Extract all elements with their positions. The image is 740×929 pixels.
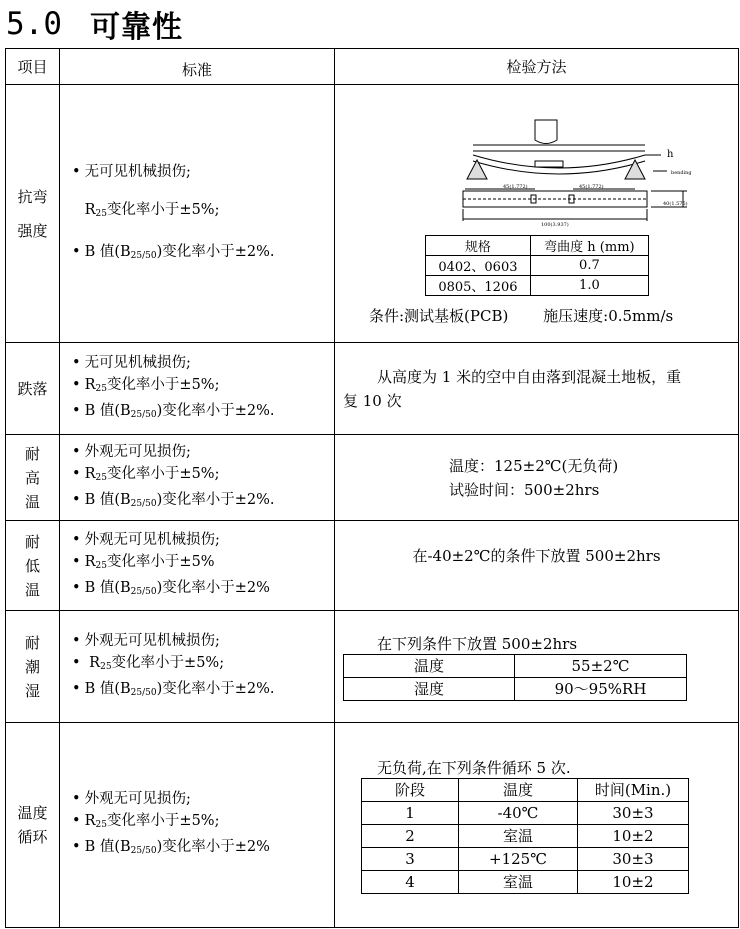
row-humidity [6,611,739,723]
header-item: 项目 [6,49,60,85]
header-method: 检验方法 [335,49,739,85]
row-high-temp [6,435,739,521]
row-drop [6,343,739,435]
standard-bend: • 无可见机械损伤; $R_{25}$变化率小于±5%; • B 值$(B_{25/50})$变化率小于±2%. [60,85,335,343]
method-high-temp: 温度：125±2℃(无负荷) 试验时间：500±2hrs [335,435,739,521]
humidity-condition-table: 温度 55±2℃ 湿度 90～95%RH [343,654,687,701]
cycle-table: 阶段 温度 时间(Min.) 1 -40℃ 30±3 2 室温 10±2 3 +125℃ 30±3 4 室温 10±2 [361,778,689,894]
standard-humidity: • 外观无可见机械损伤; • $R_{25}$变化率小于±5%; • B 值$(B_{25/50})$变化率小于±2%. [60,611,335,723]
row-cycle [6,723,739,928]
row-low-temp [6,521,739,611]
diagram-dim4: 40(1.575) [663,201,688,207]
row-bend [6,85,739,343]
standard-drop: • 无可见机械损伤; • $R_{25}$变化率小于±5%; • B 值$(B_{25/50})$变化率小于±2%. [60,343,335,435]
item-cycle: 温度 循环 [6,723,60,928]
item-humidity: 耐 潮 湿 [6,611,60,723]
section-title [6,2,183,46]
method-cycle: 无负荷,在下列条件循环 5 次. 阶段 温度 时间(Min.) 1 -40℃ 30±3 2 室温 10±2 3 +125℃ 30±3 4 室温 10±2 [335,723,739,928]
diagram-dim3: 100(3.937) [541,222,569,228]
standard-low-temp: • 外观无可见机械损伤; • $R_{25}$变化率小于±5% • B 值$(B_{25/50})$变化率小于±2% [60,521,335,611]
item-low-temp: 耐 低 温 [6,521,60,611]
bend-speed: 施压速度:0.5mm/s [543,307,674,325]
method-drop: 从高度为 1 米的空中自由落到混凝土地板，重 复 10 次 [335,343,739,435]
diagram-bending-label: bending [671,170,692,176]
bend-spec-table: 规格 弯曲度 h (mm) 0402、0603 0.7 0805、1206 1.0 [425,235,649,296]
bend-test-diagram [335,85,739,235]
standard-high-temp: • 外观无可见损伤; • $R_{25}$变化率小于±5%; • B 值$(B_{25/50})$变化率小于±2%. [60,435,335,521]
method-low-temp: 在-40±2℃的条件下放置 500±2hrs [335,521,739,611]
bend-condition: 条件:测试基板(PCB) [369,307,509,325]
item-drop: 跌落 [6,343,60,435]
diagram-dim2: 45(1.772) [579,184,604,190]
section-heading: 可靠性 [90,10,183,45]
method-humidity: 在下列条件下放置 500±2hrs 温度 55±2℃ 湿度 90～95%RH [335,611,739,723]
item-bend: 抗弯 强度 [6,85,60,343]
reliability-table [5,48,739,928]
section-number: 5.0 [6,6,62,42]
header-standard: 标准 [60,49,335,85]
header-row [6,49,739,85]
diagram-h-label: h [667,149,674,160]
diagram-dim1: 45(1.772) [503,184,528,190]
standard-cycle: • 外观无可见损伤; • $R_{25}$变化率小于±5%; • B 值$(B_{25/50})$变化率小于±2% [60,723,335,928]
item-high-temp: 耐 高 温 [6,435,60,521]
method-bend [335,85,739,343]
